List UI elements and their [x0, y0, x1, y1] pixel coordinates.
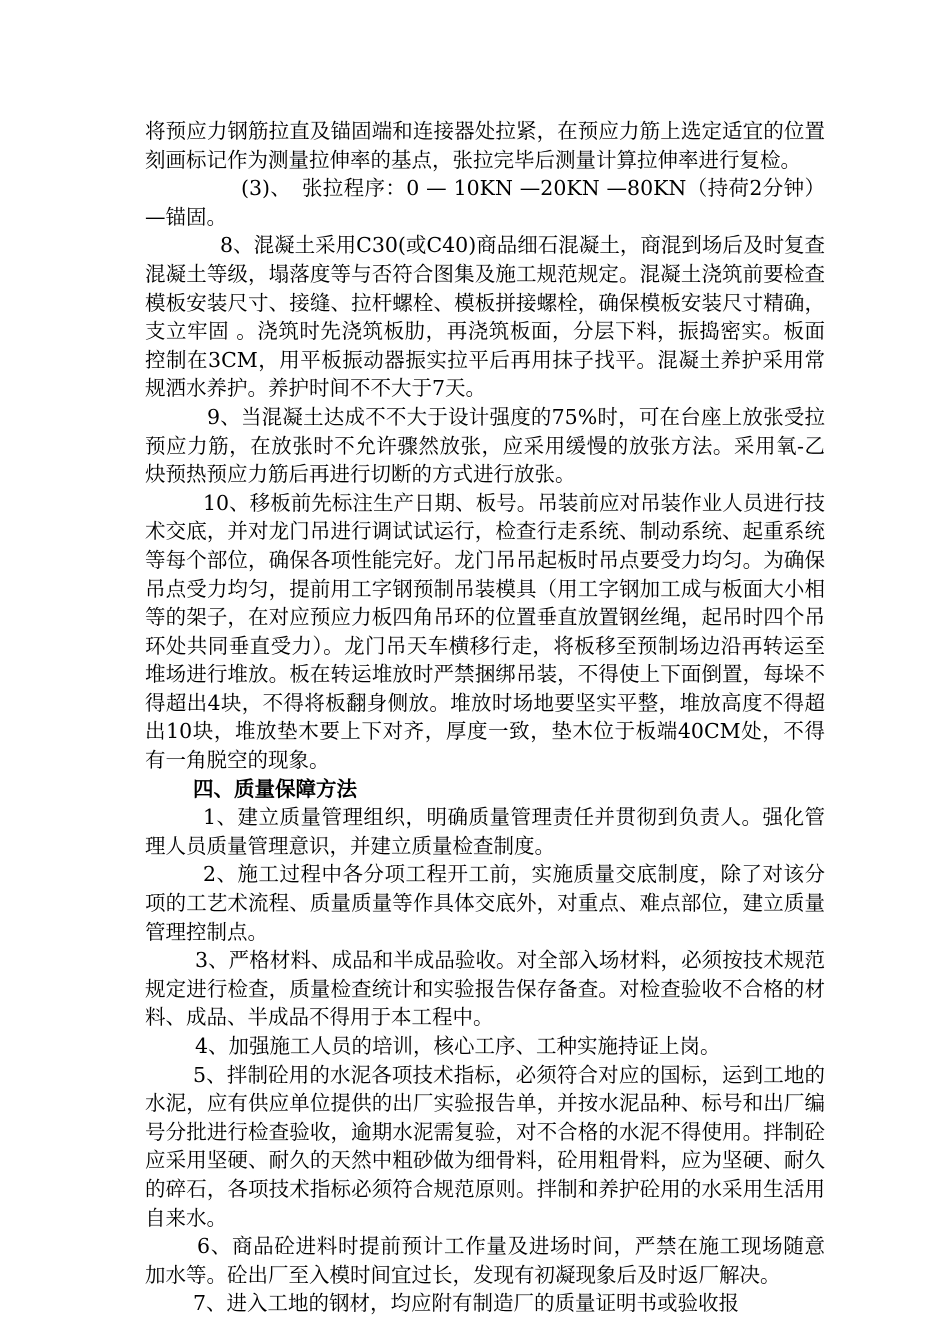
section-heading: 四、质量保障方法	[193, 776, 357, 801]
paragraph-item-8-concrete: 8、混凝土采用C30(或C40)商品细石混凝土，商混到场后及时复查混凝土等级，塌落度等与否符合图集及施工规范规定。混凝土浇筑前要检查模板安装尺寸、接缝、拉杆螺栓、模板拼接螺栓，确保模板安装尺寸精确，支立牢固 。浇筑时先浇筑板肋，再浇筑板面，分层下料，振捣密实。板面控制在3CM，用平板振动器振实拉平后再用抹子找平。混凝土养护采用常规洒水养护。养护时间不不大于7天。	[145, 233, 825, 401]
quality-item-6: 6、商品砼进料时提前预计工作量及进场时间，严禁在施工现场随意加水等。砼出厂至入模时间宜过长，发现有初凝现象后及时返厂解决。	[145, 1234, 825, 1287]
quality-item-7: 7、进入工地的钢材，均应附有制造厂的质量证明书或验收报	[193, 1291, 740, 1316]
paragraph-tension-procedure: (3)、 张拉程序：0 — 10KN —20KN —80KN（持荷2分钟）—锚固。	[145, 176, 825, 229]
paragraph-item-9-release: 9、当混凝土达成不不大于设计强度的75%时，可在台座上放张受拉预应力筋，在放张时不允许骤然放张，应采用缓慢的放张方法。采用氧-乙炔预热预应力筋后再进行切断的方式进行放张。	[145, 404, 825, 487]
paragraph-item-10-lifting: 10、移板前先标注生产日期、板号。吊装前应对吊装作业人员进行技术交底，并对龙门吊进行调试试运行，检查行走系统、制动系统、起重系统等每个部位，确保各项性能完好。龙门吊吊起板时吊点要受力均匀。为确保吊点受力均匀，提前用工字钢预制吊装模具（用工字钢加工成与板面大小相等的架子，在对应预应力板四角吊环的位置垂直放置钢丝绳，起吊时四个吊环处共同垂直受力）。龙门吊天车横移行走，将板移至预制场边沿再转运至堆场进行堆放。板在转运堆放时严禁捆绑吊装，不得使上下面倒置，每垛不得超出4块，不得将板翻身侧放。堆放时场地要坚实平整，堆放高度不得超出10块，堆放垫木要上下对齐，厚度一致，垫木位于板端40CM处，不得有一角脱空的现象。	[145, 490, 825, 773]
quality-item-4: 4、加强施工人员的培训，核心工序、工种实施持证上岗。	[195, 1034, 721, 1058]
quality-item-5: 5、拌制砼用的水泥各项技术指标，必须符合对应的国标，运到工地的水泥，应有供应单位提供的出厂实验报告单，并按水泥品种、标号和出厂编号分批进行检查验收，逾期水泥需复验，对不合格的水泥不得使用。拌制砼应采用坚硬、耐久的天然中粗砂做为细骨料，砼用粗骨料，应为坚硬、耐久的碎石，各项技术指标必须符合规范原则。拌制和养护砼用的水采用生活用自来水。	[145, 1062, 825, 1230]
document-page	[145, 117, 825, 1318]
quality-item-1: 1、建立质量管理组织，明确质量管理责任并贯彻到负责人。强化管理人员质量管理意识，并建立质量检查制度。	[145, 805, 825, 858]
quality-item-3: 3、严格材料、成品和半成品验收。对全部入场材料，必须按技术规范规定进行检查，质量检查统计和实验报告保存备查。对检查验收不合格的材料、成品、半成品不得用于本工程中。	[145, 948, 825, 1030]
quality-item-2: 2、施工过程中各分项工程开工前，实施质量交底制度，除了对该分项的工艺术流程、质量质量等作具体交底外，对重点、难点部位，建立质量管理控制点。	[145, 862, 825, 944]
paragraph-prestress-marking: 将预应力钢筋拉直及锚固端和连接器处拉紧，在预应力筋上选定适宜的位置刻画标记作为测量拉伸率的基点，张拉完毕后测量计算拉伸率进行复检。	[145, 119, 825, 172]
